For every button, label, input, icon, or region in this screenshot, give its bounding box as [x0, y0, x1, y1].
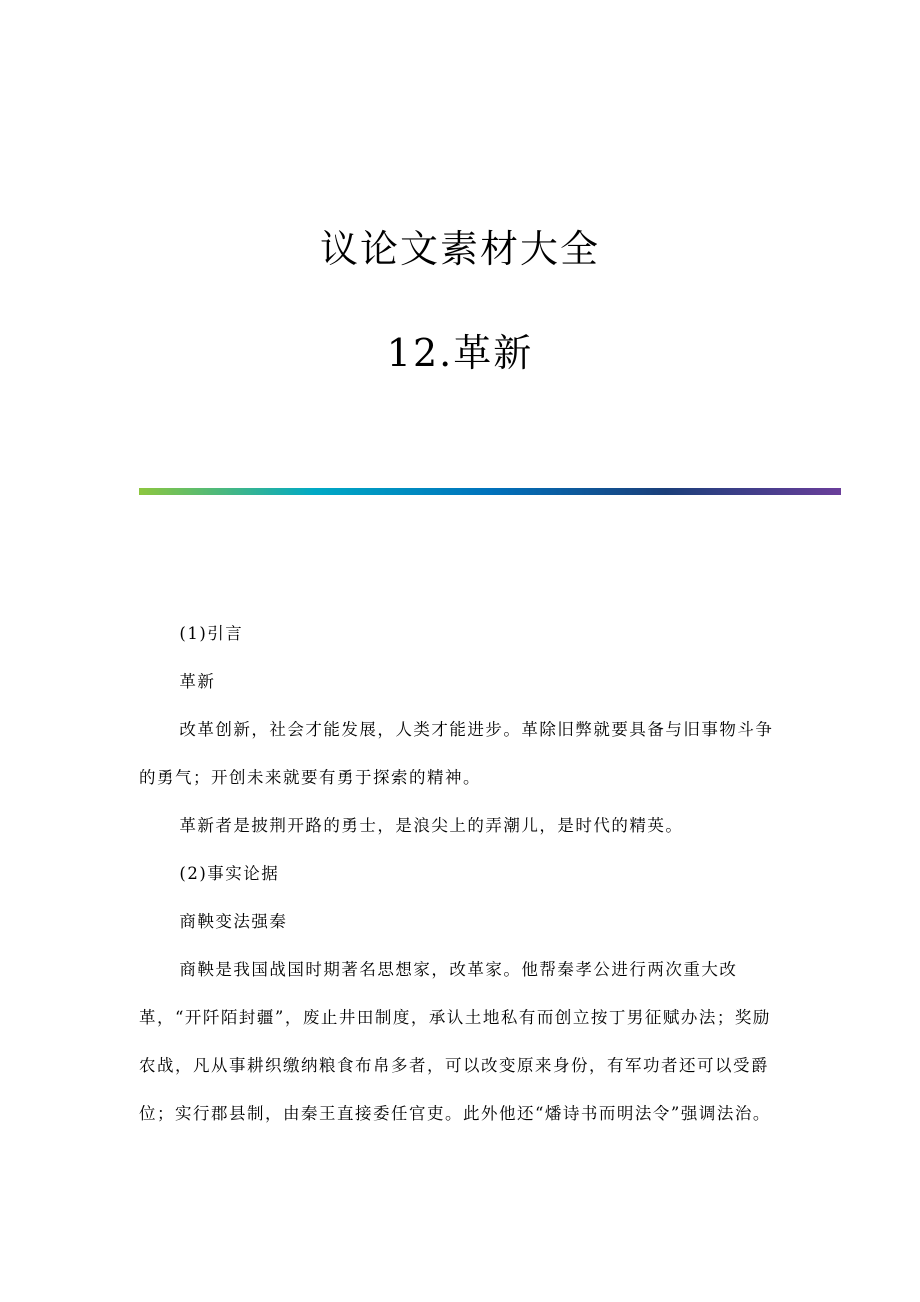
- document-body: [139, 610, 779, 1138]
- document-title: 议论文素材大全: [319, 227, 600, 271]
- document-subtitle: 12.革新: [386, 331, 534, 375]
- topic-label: 革新: [179, 672, 216, 691]
- section-heading-introduction: (1)引言: [179, 624, 244, 643]
- paragraph: 改革创新，社会才能发展，人类才能进步。革除旧弊就要具备与旧事物斗争的勇气；开创未来就要有勇于探索的精神。: [139, 720, 774, 787]
- section-heading-evidence: (2)事实论据: [179, 864, 280, 883]
- paragraph: 商鞅是我国战国时期著名思想家，改革家。他帮秦孝公进行两次重大改革，“开阡陌封疆”，废止井田制度，承认土地私有而创立按丁男征赋办法；奖励农战，凡从事耕织缴纳粮食布帛多者，可以改变原来身份，有军功者还可以受爵位；实行郡县制，由秦王直接委任官吏。此外他还“燔诗书而明法令”强调法治。: [139, 960, 771, 1123]
- gradient-divider: [139, 488, 841, 495]
- evidence-title: 商鞅变法强秦: [179, 912, 288, 931]
- paragraph: 革新者是披荆开路的勇士，是浪尖上的弄潮儿，是时代的精英。: [179, 816, 684, 835]
